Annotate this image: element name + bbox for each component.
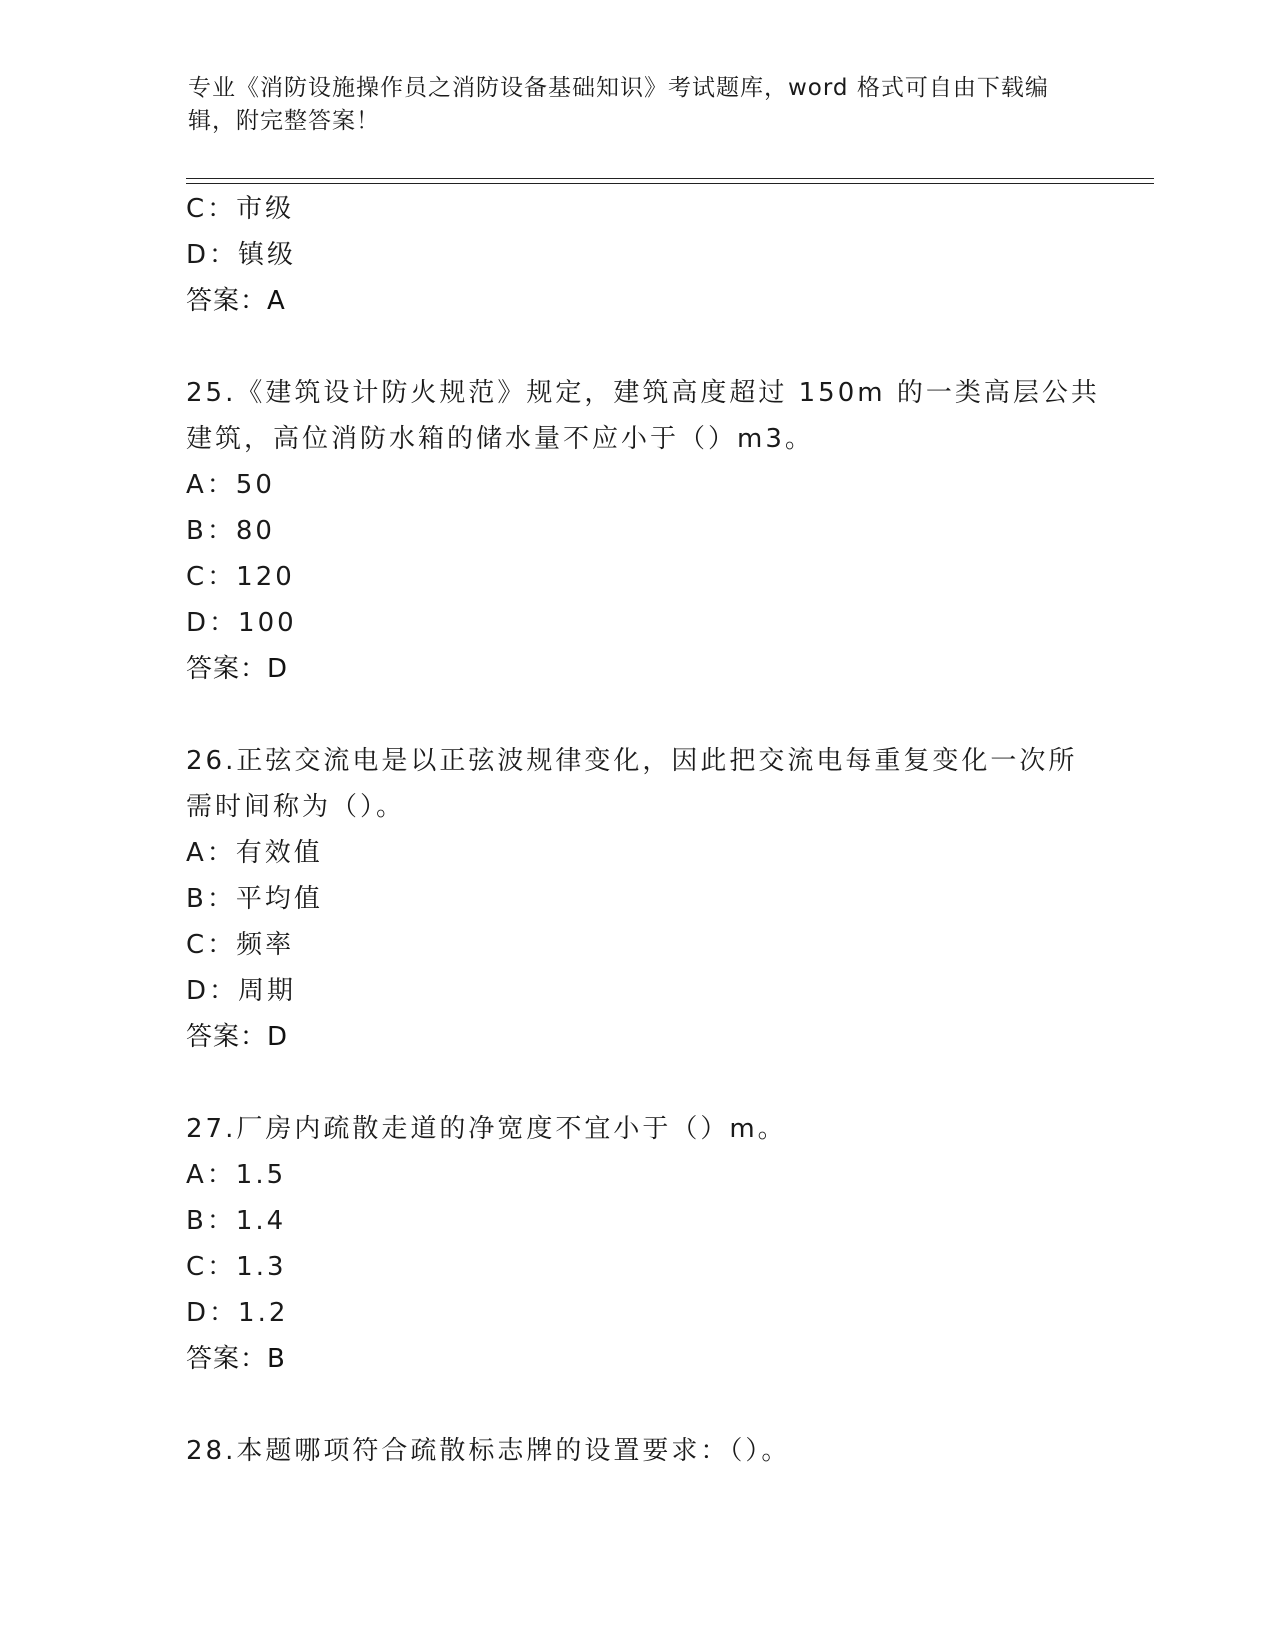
- question-27-option-c: C：1.3: [186, 1252, 287, 1282]
- question-25-answer: 答案：D: [186, 654, 289, 684]
- option-c-prev: C：市级: [186, 194, 295, 224]
- question-27-answer: 答案：B: [186, 1344, 286, 1374]
- question-27-text-1: 27.厂房内疏散走道的净宽度不宜小于（）m。: [186, 1114, 787, 1144]
- question-27-option-b: B：1.4: [186, 1206, 287, 1236]
- header-line-1: 专业《消防设施操作员之消防设备基础知识》考试题库，word 格式可自由下载编: [188, 75, 1049, 101]
- question-25-text-1: 25.《建筑设计防火规范》规定，建筑高度超过 150m 的一类高层公共: [186, 378, 1100, 408]
- header-rule-bottom: [186, 183, 1154, 184]
- document-content: [186, 186, 1100, 1474]
- spacer: [186, 1382, 1086, 1428]
- spacer: [186, 692, 1086, 738]
- header-rule-top: [186, 178, 1154, 179]
- spacer: [186, 1060, 1086, 1106]
- question-28-text-1: 28.本题哪项符合疏散标志牌的设置要求：（）。: [186, 1436, 791, 1466]
- question-27-option-a: A：1.5: [186, 1160, 287, 1190]
- question-26-option-b: B：平均值: [186, 884, 323, 914]
- question-25-option-b: B：80: [186, 516, 275, 546]
- page-header: [188, 72, 1088, 138]
- question-25-option-a: A：50: [186, 470, 275, 500]
- question-26-option-a: A：有效值: [186, 838, 323, 868]
- question-25-option-c: C：120: [186, 562, 295, 592]
- question-26: [186, 738, 1086, 1060]
- header-line-2: 辑，附完整答案！: [188, 108, 380, 134]
- question-26-answer: 答案：D: [186, 1022, 289, 1052]
- question-26-text-1: 26.正弦交流电是以正弦波规律变化，因此把交流电每重复变化一次所: [186, 746, 1078, 776]
- option-d-prev: D：镇级: [186, 240, 297, 270]
- question-26-option-d: D：周期: [186, 976, 297, 1006]
- question-26-text-2: 需时间称为（）。: [186, 792, 406, 822]
- question-25: [186, 370, 1100, 692]
- question-28: [186, 1428, 1086, 1474]
- question-26-option-c: C：频率: [186, 930, 295, 960]
- question-25-option-d: D：100: [186, 608, 297, 638]
- question-27-option-d: D：1.2: [186, 1298, 289, 1328]
- question-27: [186, 1106, 1086, 1382]
- question-25-text-2: 建筑，高位消防水箱的储水量不应小于（）m3。: [186, 424, 814, 454]
- spacer: [186, 324, 1086, 370]
- answer-prev: 答案：A: [186, 286, 286, 316]
